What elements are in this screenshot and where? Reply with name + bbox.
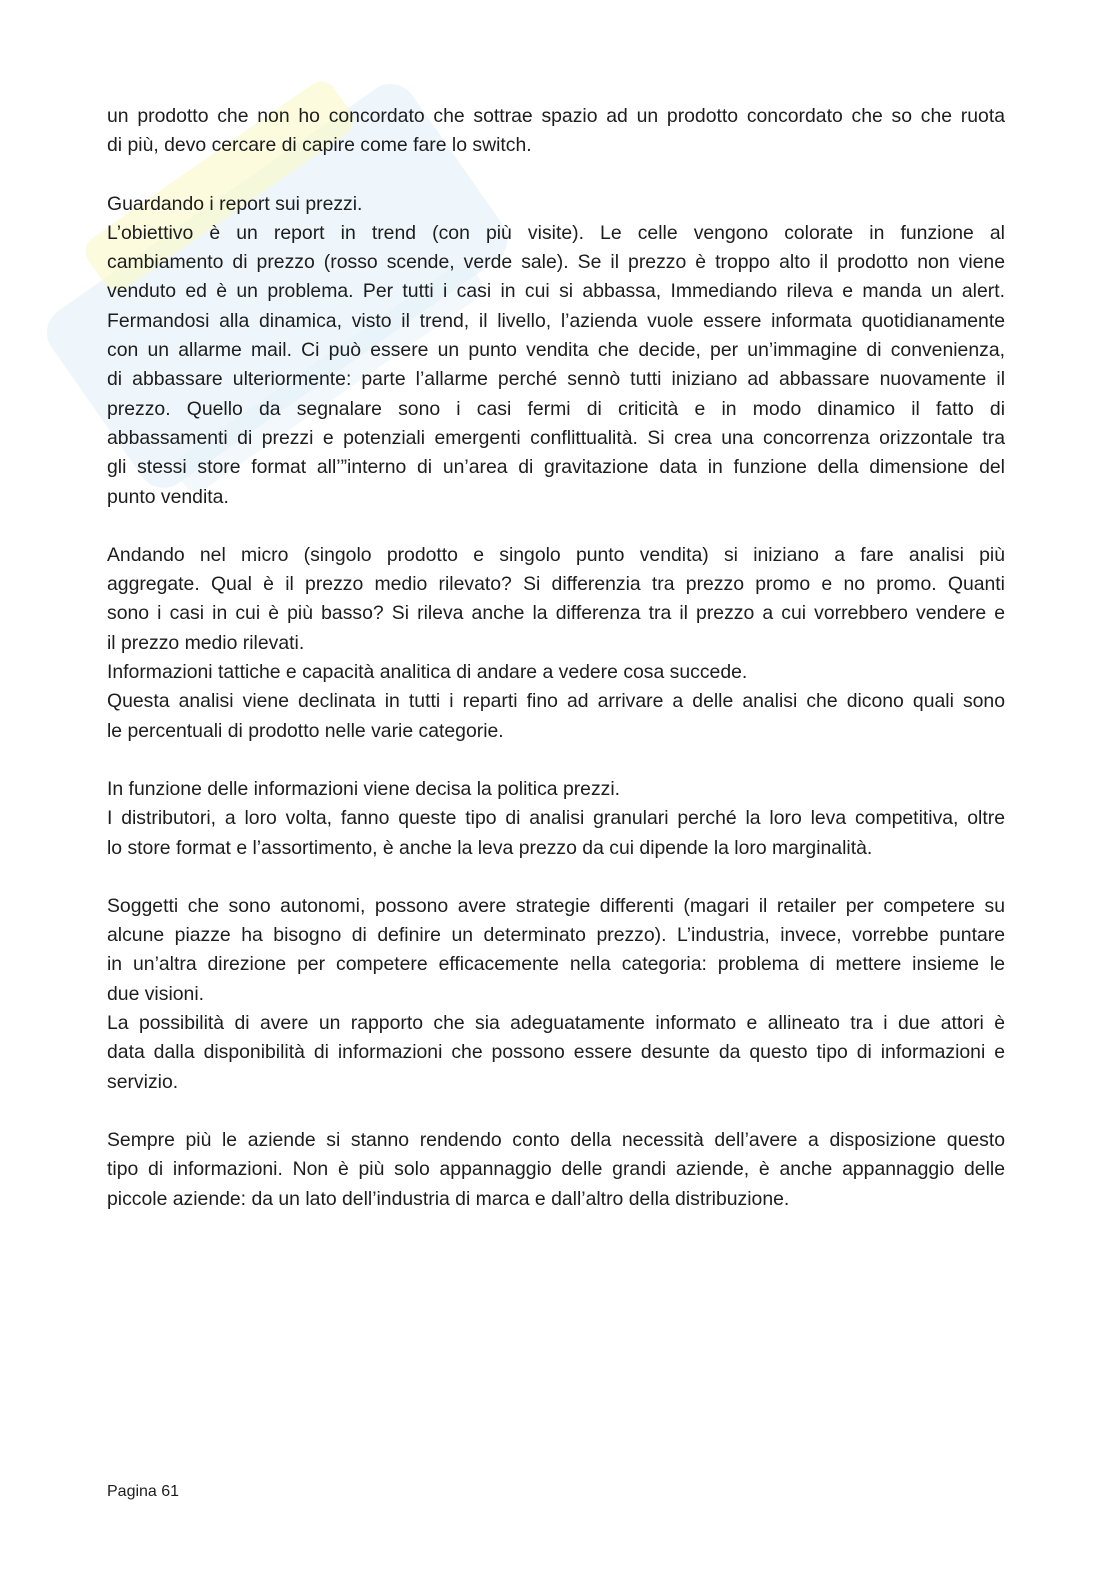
paragraph xyxy=(107,102,1005,161)
paragraph xyxy=(107,892,1005,1097)
text-line: Soggetti che sono autonomi, possono avere strategie differenti (magari il retailer per competere su xyxy=(107,894,1005,917)
text-line: di abbassare ulteriormente: parte l’allarme perché sennò tutti iniziano ad abbassare nuovamente il xyxy=(107,368,1005,391)
text-line: In funzione delle informazioni viene decisa la politica prezzi. xyxy=(107,777,621,800)
text-line: Questa analisi viene declinata in tutti i reparti fino ad arrivare a delle analisi che dicono quali sono xyxy=(107,690,1005,713)
text-line: gli stessi store format all’”interno di un’area di gravitazione data in funzione della dimensione del xyxy=(107,456,1005,479)
text-line: Sempre più le aziende si stanno rendendo conto della necessità dell’avere a disposizione questo xyxy=(107,1128,1005,1151)
text-line: con un allarme mail. Ci può essere un punto vendita che decide, per un’immagine di convenienza, xyxy=(107,339,1005,362)
text-line: piccole aziende: da un lato dell’industria di marca e dall’altro della distribuzione. xyxy=(107,1187,790,1210)
text-line: La possibilità di avere un rapporto che sia adeguatamente informato e allineato tra i due attori è xyxy=(107,1012,1005,1035)
text-line: le percentuali di prodotto nelle varie categorie. xyxy=(107,719,504,742)
text-line: lo store format e l’assortimento, è anche la leva prezzo da cui dipende la loro marginalità. xyxy=(107,836,873,859)
page-number: Pagina 61 xyxy=(107,1483,180,1500)
text-line: venduto ed è un problema. Per tutti i casi in cui si abbassa, Immediando rileva e manda un alert. xyxy=(107,280,1005,303)
text-line: il prezzo medio rilevati. xyxy=(107,631,305,654)
text-line: tipo di informazioni. Non è più solo appannaggio delle grandi aziende, è anche appannaggio delle xyxy=(107,1158,1005,1181)
paragraph xyxy=(107,1126,1005,1214)
text-line: L’obiettivo è un report in trend (con più visite). Le celle vengono colorate in funzione al xyxy=(107,221,1005,244)
text-line: Guardando i report sui prezzi. xyxy=(107,192,363,215)
text-line: Andando nel micro (singolo prodotto e singolo punto vendita) si iniziano a fare analisi più xyxy=(107,543,1005,566)
text-line: due visioni. xyxy=(107,982,205,1005)
text-line: in un’altra direzione per competere efficacemente nella categoria: problema di mettere insieme le xyxy=(107,953,1005,976)
text-line: prezzo. Quello da segnalare sono i casi fermi di criticità e in modo dinamico il fatto di xyxy=(107,397,1005,420)
text-line: cambiamento di prezzo (rosso scende, verde sale). Se il prezzo è troppo alto il prodotto non viene xyxy=(107,251,1005,274)
text-line: di più, devo cercare di capire come fare lo switch. xyxy=(107,134,532,157)
paragraph xyxy=(107,541,1005,746)
text-line: abbassamenti di prezzi e potenziali emergenti conflittualità. Si crea una concorrenza orizzontale tra xyxy=(107,426,1005,449)
text-line: Informazioni tattiche e capacità analitica di andare a vedere cosa succede. xyxy=(107,661,748,684)
text-line: Fermandosi alla dinamica, visto il trend, il livello, l’azienda vuole essere informata quotidianamente xyxy=(107,309,1005,332)
text-line: I distributori, a loro volta, fanno queste tipo di analisi granulari perché la loro leva competitiva, oltre xyxy=(107,807,1005,830)
text-line: data dalla disponibilità di informazioni che possono essere desunte da questo tipo di informazioni e xyxy=(107,1041,1005,1064)
document-body xyxy=(107,102,1005,1243)
text-line: aggregate. Qual è il prezzo medio rilevato? Si differenzia tra prezzo promo e no promo. Quanti xyxy=(107,573,1005,596)
text-line: un prodotto che non ho concordato che sottrae spazio ad un prodotto concordato che so che ruota xyxy=(107,105,1005,127)
text-line: alcune piazze ha bisogno di definire un determinato prezzo). L’industria, invece, vorrebbe puntare xyxy=(107,924,1005,947)
paragraph xyxy=(107,775,1005,863)
text-line: servizio. xyxy=(107,1070,179,1093)
paragraph xyxy=(107,190,1005,512)
text-line: punto vendita. xyxy=(107,485,229,508)
text-line: sono i casi in cui è più basso? Si rileva anche la differenza tra il prezzo a cui vorrebbero vendere e xyxy=(107,602,1005,625)
